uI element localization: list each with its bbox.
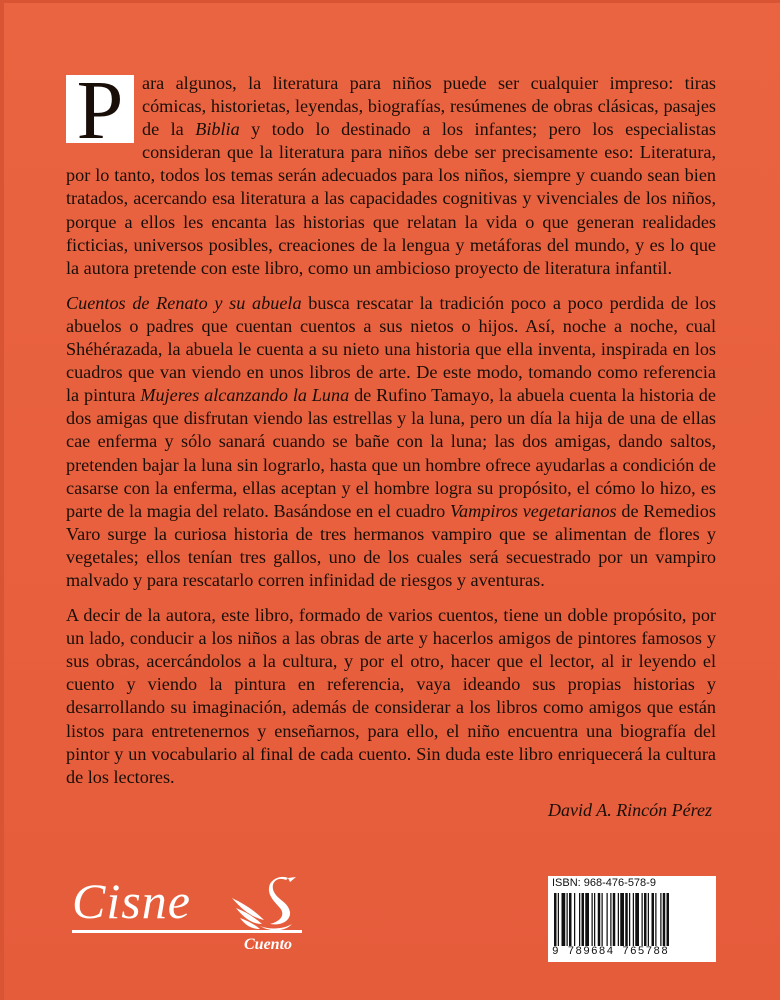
swan-icon bbox=[230, 874, 310, 934]
publisher-name: Cisne bbox=[72, 873, 191, 929]
paragraph-summary bbox=[66, 292, 716, 592]
barcode bbox=[552, 893, 712, 949]
summary-text-a: busca rescatar la tradición poco a poco perdida de los abuelos o padres que cuentan cuentos a sus nietos o hijos. Así, noche a noche, cual Shéhérazada, la abuela le cuenta a su nieto una historia que ella inventa, inspirada en los cuadros que van viendo en unos libros de arte. De este modo, tomando como referencia la pintura bbox=[66, 292, 717, 406]
publisher-logo bbox=[72, 872, 322, 962]
purpose-text: A decir de la autora, este libro, formado de varios cuentos, tiene un doble propósito, por un lado, conducir a los niños a las obras de arte y hacerlos amigos de pintores famosos y sus obras, acercándolos a la cultura, y por el otro, hacer que el lector, al ir leyendo el cuento y viendo la pintura en referencia, vaya ideando sus propias historias y desarrollando su imaginación, además de considerar a los libros como amigos que están listos para entretenernos y enseñarnos, para ello, el niño encuentra una biografía del pintor y un vocabulario al final de cada cuento. Sin duda este libro enriquecerá la cultura de los lectores. bbox=[66, 605, 716, 787]
collection-name: Cuento bbox=[244, 936, 293, 953]
painting-title-tamayo: Mujeres alcanzando la Luna bbox=[140, 385, 350, 406]
intro-text-b: y todo lo destinado a los infantes; pero los especialistas consideran que la literatura para niños debe ser precisamente eso: Literatura, por lo tanto, todos los temas serán adecuados para los niños, siempre y cuando sean bien tratados, acercando esa literatura a las capacidades cognitivas y vivenciales de los niños, porque a ellos les encanta las historias que relatan la vida o que generan realidades ficticias, universos posibles, creaciones de la lengua y metáforas del mundo, y es lo que la autora pretende con este libro, como un ambicioso proyecto de literatura infantil. bbox=[66, 119, 716, 278]
paragraph-intro bbox=[66, 64, 716, 280]
summary-text-b: de Rufino Tamayo, la abuela cuenta la historia de dos amigas que disfrutan viendo las estrellas y la luna, pero un día la hija de una de ellas cae enferma y sólo sanará cuando se bañe con la luna; las dos amigas, dando saltos, pretenden bajar la luna sin lograrlo, hasta que un hombre ofrece ayudarlas a condición de casarse con la enferma, ellas aceptan y el hombre logra su propósito, el cómo lo hizo, es parte de la magia del relato. Basándose en el cuadro bbox=[66, 385, 716, 521]
logo-underline bbox=[72, 930, 302, 933]
isbn-barcode-block bbox=[548, 876, 716, 962]
intro-bible-title: Biblia bbox=[195, 119, 240, 140]
paragraph-purpose bbox=[66, 604, 716, 789]
isbn-label: ISBN: 968-476-578-9 bbox=[552, 877, 656, 889]
blurb-text bbox=[66, 64, 717, 789]
barcode-digits: 9 789684 765788 bbox=[552, 946, 712, 958]
intro-text-a: ara algunos, la literatura para niños puede ser cualquier impreso: tiras cómicas, historietas, leyendas, biografías, resúmenes de obras clásicas, pasajes de la bbox=[142, 73, 716, 140]
dropcap-box bbox=[66, 64, 134, 157]
painting-title-varo: Vampiros vegetarianos bbox=[449, 500, 617, 521]
author-signature: David A. Rincón Pérez bbox=[548, 800, 712, 820]
book-title: Cuentos de Renato y su abuela bbox=[66, 292, 302, 313]
dropcap-letter: P bbox=[76, 64, 124, 157]
summary-text-c: de Remedios Varo surge la curiosa historia de tres hermanos vampiro que se alimentan de flores y vegetales; ellos tenían tres gallos, uno de los cuales será secuestrado por un vampiro malvado y para rescatarlo corren infinidad de riesgos y aventuras. bbox=[66, 500, 716, 590]
